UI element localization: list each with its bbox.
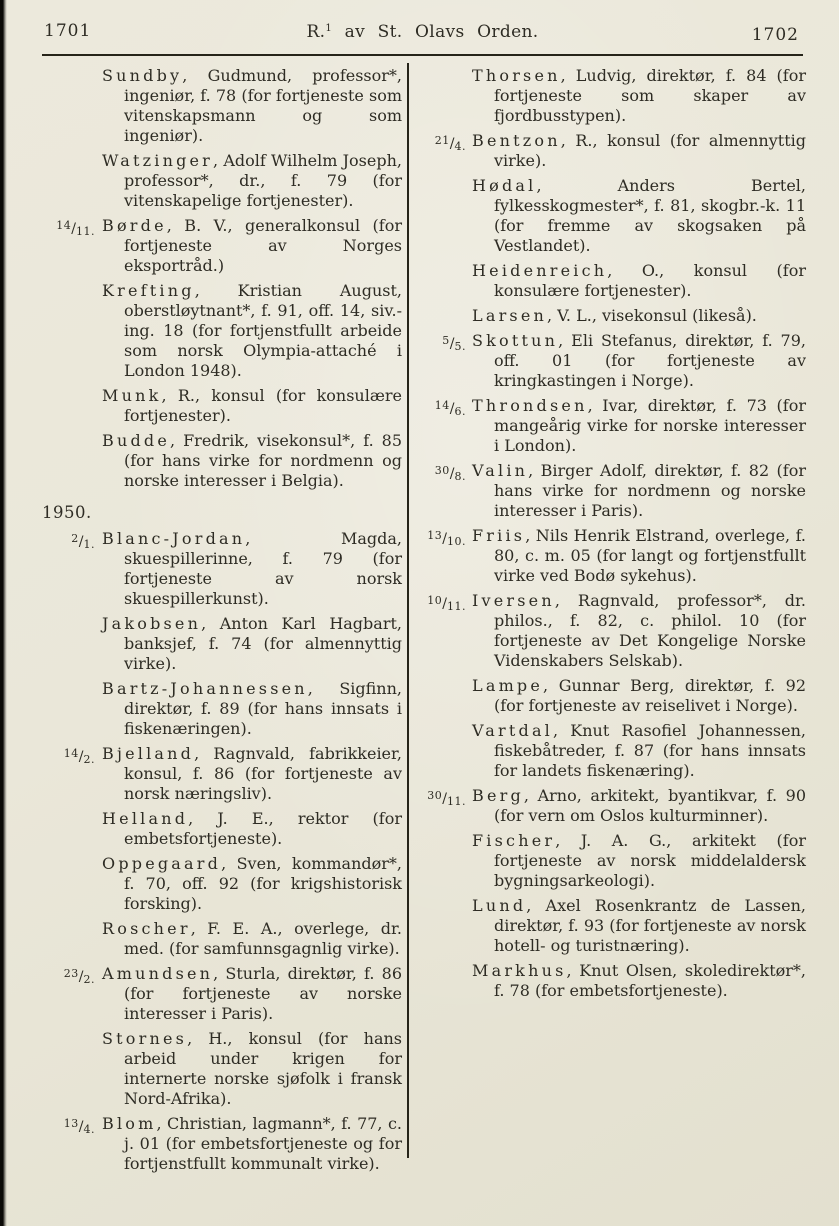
date-day: 14	[434, 399, 450, 412]
entry-date	[427, 528, 466, 547]
entry-date-margin	[418, 896, 472, 956]
entry-text	[472, 66, 806, 126]
list-item	[40, 679, 402, 739]
entry-description: , Birger Adolf, direktør, f. 82 (for hans virke for nordmenn og norske interesser i Paris).	[494, 461, 806, 520]
date-month: 6	[454, 405, 462, 418]
entry-description: , B. V., generalkonsul (for fortjeneste av Norges eksportråd.)	[124, 216, 402, 275]
date-period: .	[462, 340, 466, 353]
date-month: 8	[454, 470, 462, 483]
list-item	[40, 216, 402, 276]
entry-date-margin	[40, 1114, 102, 1174]
list-item	[40, 281, 402, 381]
entry-text	[102, 386, 402, 426]
date-month: 1	[83, 538, 91, 551]
list-item	[40, 66, 402, 146]
text-column-left	[40, 66, 402, 1179]
entry-date-margin	[418, 961, 472, 1001]
entry-description: , Magda, skuespillerinne, f. 79 (for fortjeneste av norsk skuespillerkunst).	[124, 529, 402, 608]
entry-surname: Lund	[472, 896, 527, 915]
entry-text	[472, 591, 806, 671]
date-separator: /	[449, 401, 455, 417]
entry-text	[472, 896, 806, 956]
entry-surname: Bartz-Johannessen	[102, 679, 308, 698]
date-day: 2	[71, 532, 79, 545]
list-item	[418, 526, 806, 586]
entry-surname: Sundby	[102, 66, 183, 85]
date-month: 2	[83, 973, 91, 986]
list-item	[40, 744, 402, 804]
entry-date-margin	[40, 614, 102, 674]
entry-date-margin	[418, 131, 472, 171]
running-title	[42, 22, 803, 42]
entry-description: , Fredrik, visekonsul*, f. 85 (for hans virke for nordmenn og norske interesser i Belgia).	[124, 431, 402, 490]
text-column-right	[418, 66, 806, 1006]
entry-text	[472, 396, 806, 456]
scan-edge-shadow	[0, 0, 7, 1226]
date-separator: /	[78, 1119, 84, 1135]
date-period: .	[91, 1123, 95, 1136]
entry-surname: Valin	[472, 461, 529, 480]
entry-surname: Blom	[102, 1114, 157, 1133]
date-period: .	[91, 225, 95, 238]
date-period: .	[91, 753, 95, 766]
entry-date	[64, 746, 95, 765]
entry-date-margin	[418, 461, 472, 521]
list-item	[40, 529, 402, 609]
list-item	[418, 676, 806, 716]
date-day: 5	[442, 334, 450, 347]
date-period: .	[462, 140, 466, 153]
entry-description: , Anton Karl Hagbart, banksjef, f. 74 (for almennyttig virke).	[124, 614, 402, 673]
list-item	[418, 896, 806, 956]
entry-text	[102, 854, 402, 914]
entry-description: , V. L., visekonsul (likeså).	[547, 306, 757, 325]
entry-text	[102, 744, 402, 804]
date-month: 2	[83, 753, 91, 766]
entry-description: , Kristian August, oberstløytnant*, f. 91, off. 14, siv.-ing. 18 (for fortjenstfullt arbeide som norsk Olympia-attaché i London 1948).	[124, 281, 402, 380]
date-day: 14	[63, 747, 79, 760]
entry-surname: Watzinger	[102, 151, 214, 170]
entry-text	[472, 176, 806, 256]
entry-surname: Friis	[472, 526, 526, 545]
date-separator: /	[449, 136, 455, 152]
list-item	[418, 831, 806, 891]
entry-surname: Iversen	[472, 591, 555, 610]
entry-date	[435, 398, 466, 417]
list-item	[418, 261, 806, 301]
entry-date-margin	[40, 809, 102, 849]
list-item	[40, 431, 402, 491]
entry-surname: Helland	[102, 809, 189, 828]
list-item	[40, 1114, 402, 1174]
entry-surname: Skottun	[472, 331, 559, 350]
entry-date-margin	[40, 744, 102, 804]
date-separator: /	[442, 531, 447, 547]
entry-surname: Roscher	[102, 919, 191, 938]
date-day: 30	[427, 789, 443, 802]
entry-date	[427, 788, 466, 807]
date-separator: /	[449, 466, 455, 482]
entry-description: , Adolf Wilhelm Joseph, professor*, dr., f. 79 (for vitenskapelige fortjenester).	[124, 151, 402, 210]
list-item	[40, 614, 402, 674]
entry-description: , Sigfinn, direktør, f. 89 (for hans innsats i fiskenæringen).	[124, 679, 402, 738]
entry-text	[102, 281, 402, 381]
entry-surname: Munk	[102, 386, 162, 405]
entry-description: , Gudmund, professor*, ingeniør, f. 78 (for fortjeneste som vitenskapsmann og som ingeniør).	[124, 66, 402, 145]
list-item	[418, 396, 806, 456]
running-title-rest: av St. Olavs Orden.	[332, 22, 539, 42]
entry-surname: Budde	[102, 431, 171, 450]
entry-text	[102, 614, 402, 674]
entry-text	[472, 961, 806, 1001]
entry-description: , Eli Stefanus, direktør, f. 79, off. 01 (for fortjeneste av kringkastingen i Norge).	[494, 331, 806, 390]
entry-text	[472, 721, 806, 781]
entry-description: , Sturla, direktør, f. 86 (for fortjeneste av norske interesser i Paris).	[124, 964, 402, 1023]
entry-text	[102, 964, 402, 1024]
entry-date-margin	[418, 261, 472, 301]
page-header	[42, 21, 803, 45]
entry-surname: Heidenreich	[472, 261, 608, 280]
date-separator: /	[78, 749, 84, 765]
entry-description: , Arno, arkitekt, byantikvar, f. 90 (for vern om Oslos kulturminner).	[494, 786, 806, 825]
date-separator: /	[78, 534, 84, 550]
entry-description: , Ragnvald, fabrikkeier, konsul, f. 86 (for fortjeneste av norsk næringsliv).	[124, 744, 402, 803]
date-day: 10	[427, 594, 443, 607]
date-month: 10	[447, 535, 462, 548]
entry-description: , J. A. G., arkitekt (for fortjeneste av norsk middelaldersk bygningsarkeologi).	[494, 831, 806, 890]
entry-surname: Larsen	[472, 306, 547, 325]
entry-surname: Bentzon	[472, 131, 561, 150]
list-item	[418, 131, 806, 171]
entry-surname: Thorsen	[472, 66, 561, 85]
entry-text	[472, 331, 806, 391]
list-item	[40, 854, 402, 914]
list-item	[418, 461, 806, 521]
column-divider-rule	[407, 63, 409, 1158]
entry-surname: Fischer	[472, 831, 556, 850]
date-day: 23	[63, 967, 79, 980]
list-item	[40, 809, 402, 849]
entry-description: , Ivar, direktør, f. 73 (for mangeårig virke for norske interesser i London).	[494, 396, 806, 455]
entry-date-margin	[418, 331, 472, 391]
entry-surname: Markhus	[472, 961, 567, 980]
entry-text	[102, 151, 402, 211]
date-month: 4	[83, 1123, 91, 1136]
date-separator: /	[71, 221, 76, 237]
entry-text	[472, 676, 806, 716]
year-heading: 1950.	[42, 503, 92, 522]
entry-date-margin	[418, 676, 472, 716]
entry-description: , Ludvig, direktør, f. 84 (for fortjeneste som skaper av fjordbusstypen).	[494, 66, 806, 125]
entry-date-margin	[40, 854, 102, 914]
entry-surname: Børde	[102, 216, 167, 235]
date-separator: /	[442, 791, 447, 807]
entry-text	[102, 1029, 402, 1109]
entry-description: , Sven, kommandør*, f. 70, off. 92 (for krigshistorisk forsking).	[124, 854, 402, 913]
entry-text	[472, 306, 806, 326]
list-item	[418, 306, 806, 326]
date-month: 5	[454, 340, 462, 353]
list-item	[418, 66, 806, 126]
date-day: 14	[56, 219, 72, 232]
entry-date	[64, 1116, 95, 1135]
list-item	[418, 591, 806, 671]
date-day: 30	[434, 464, 450, 477]
entry-description: , Gunnar Berg, direktør, f. 92 (for fortjeneste av reiselivet i Norge).	[494, 676, 806, 715]
entry-description: , Axel Rosenkrantz de Lassen, direktør, f. 93 (for fortjeneste av norsk hotell- og turistnæring).	[494, 896, 806, 955]
list-item	[40, 386, 402, 426]
entry-surname: Berg	[472, 786, 524, 805]
entry-text	[102, 679, 402, 739]
entry-description: , H., konsul (for hans arbeid under krigen for internerte norske sjøfolk i fransk Nord-Afrika).	[124, 1029, 402, 1108]
date-period: .	[91, 538, 95, 551]
list-item	[40, 1029, 402, 1109]
entry-text	[102, 66, 402, 146]
entry-description: , Anders Bertel, fylkesskogmester*, f. 81, skogbr.-k. 11 (for fremme av skogsaken på Vestlandet).	[494, 176, 806, 255]
list-item	[418, 331, 806, 391]
entry-date	[71, 531, 95, 550]
entry-description: , R., konsul (for konsulære fortjenester).	[124, 386, 402, 425]
entry-date	[427, 593, 466, 612]
entry-date	[442, 333, 466, 352]
date-day: 13	[63, 1117, 79, 1130]
list-item	[418, 961, 806, 1001]
date-month: 11	[447, 795, 462, 808]
running-title-footnote-mark: 1	[325, 23, 333, 34]
entry-description: , Ragnvald, professor*, dr. philos., f. 82, c. philol. 10 (for fortjeneste av Det Kongelige Norske Videnskabers Selskab).	[494, 591, 806, 670]
list-item	[418, 721, 806, 781]
entry-date-margin	[40, 281, 102, 381]
entry-description: , Knut Rasofiel Johannessen, fiskebåtreder, f. 87 (for hans innsats for landets fiskenæring).	[494, 721, 806, 780]
date-period: .	[462, 470, 466, 483]
entry-text	[472, 831, 806, 891]
entry-description: , Nils Henrik Elstrand, overlege, f. 80, c. m. 05 (for langt og fortjenstfullt virke ved Bodø sykehus).	[494, 526, 806, 585]
entry-text	[102, 919, 402, 959]
entry-date-margin	[40, 386, 102, 426]
entry-surname: Oppegaard	[102, 854, 222, 873]
entry-surname: Krefting	[102, 281, 195, 300]
entry-surname: Vartdal	[472, 721, 554, 740]
date-period: .	[462, 405, 466, 418]
entry-date	[435, 133, 466, 152]
entry-surname: Bjelland	[102, 744, 195, 763]
entry-description: , R., konsul (for almennyttig virke).	[494, 131, 806, 170]
date-period: .	[462, 795, 466, 808]
entry-date-margin	[40, 679, 102, 739]
entry-date-margin	[40, 529, 102, 609]
date-month: 11	[447, 600, 462, 613]
date-period: .	[91, 973, 95, 986]
entry-text	[102, 529, 402, 609]
entry-text	[102, 809, 402, 849]
list-item	[40, 919, 402, 959]
date-period: .	[462, 600, 466, 613]
entry-description: , O., konsul (for konsulære fortjenester).	[494, 261, 806, 300]
entry-date-margin	[40, 66, 102, 146]
list-item	[418, 176, 806, 256]
entry-date-margin	[40, 216, 102, 276]
entry-surname: Jakobsen	[102, 614, 202, 633]
date-day: 13	[427, 529, 443, 542]
page-number-left: 1701	[44, 21, 92, 41]
entry-description: , F. E. A., overlege, dr. med. (for samfunnsgagnlig virke).	[124, 919, 402, 958]
entry-description: , J. E., rektor (for embetsfortjeneste).	[124, 809, 402, 848]
date-separator: /	[78, 969, 84, 985]
entry-text	[102, 1114, 402, 1174]
list-item	[40, 151, 402, 211]
date-month: 11	[76, 225, 91, 238]
entry-text	[102, 431, 402, 491]
page-number-right: 1702	[751, 25, 799, 45]
entry-date-margin	[40, 431, 102, 491]
entry-date-margin	[418, 831, 472, 891]
header-rule	[42, 54, 803, 56]
entry-date-margin	[418, 721, 472, 781]
list-item	[40, 964, 402, 1024]
entry-surname: Hødal	[472, 176, 537, 195]
entry-date-margin	[418, 306, 472, 326]
entry-text	[472, 786, 806, 826]
entry-text	[472, 461, 806, 521]
entry-date	[56, 218, 95, 237]
entry-date-margin	[418, 786, 472, 826]
entry-date-margin	[40, 1029, 102, 1109]
entry-date-margin	[40, 151, 102, 211]
entry-description: , Christian, lagmann*, f. 77, c. j. 01 (for embetsfortjeneste og for fortjenstfullt kommunalt virke).	[124, 1114, 402, 1173]
entry-date-margin	[40, 919, 102, 959]
entry-text	[472, 131, 806, 171]
entry-text	[472, 526, 806, 586]
date-day: 21	[434, 134, 450, 147]
entry-date	[64, 966, 95, 985]
entry-text	[472, 261, 806, 301]
entry-surname: Stornes	[102, 1029, 188, 1048]
entry-date-margin	[418, 526, 472, 586]
entry-date-margin	[418, 591, 472, 671]
date-separator: /	[449, 336, 455, 352]
entry-description: , Knut Olsen, skoledirektør*, f. 78 (for embetsfortjeneste).	[494, 961, 806, 1000]
date-separator: /	[442, 596, 447, 612]
date-period: .	[462, 535, 466, 548]
entry-date-margin	[418, 66, 472, 126]
entry-date-margin	[418, 176, 472, 256]
entry-surname: Lampe	[472, 676, 544, 695]
list-item	[418, 786, 806, 826]
entry-date	[435, 463, 466, 482]
running-title-main: R.	[306, 22, 326, 42]
entry-text	[102, 216, 402, 276]
date-month: 4	[454, 140, 462, 153]
entry-date-margin	[40, 964, 102, 1024]
entry-date-margin	[418, 396, 472, 456]
entry-surname: Blanc-Jordan	[102, 529, 246, 548]
entry-surname: Throndsen	[472, 396, 588, 415]
entry-surname: Amundsen	[102, 964, 214, 983]
